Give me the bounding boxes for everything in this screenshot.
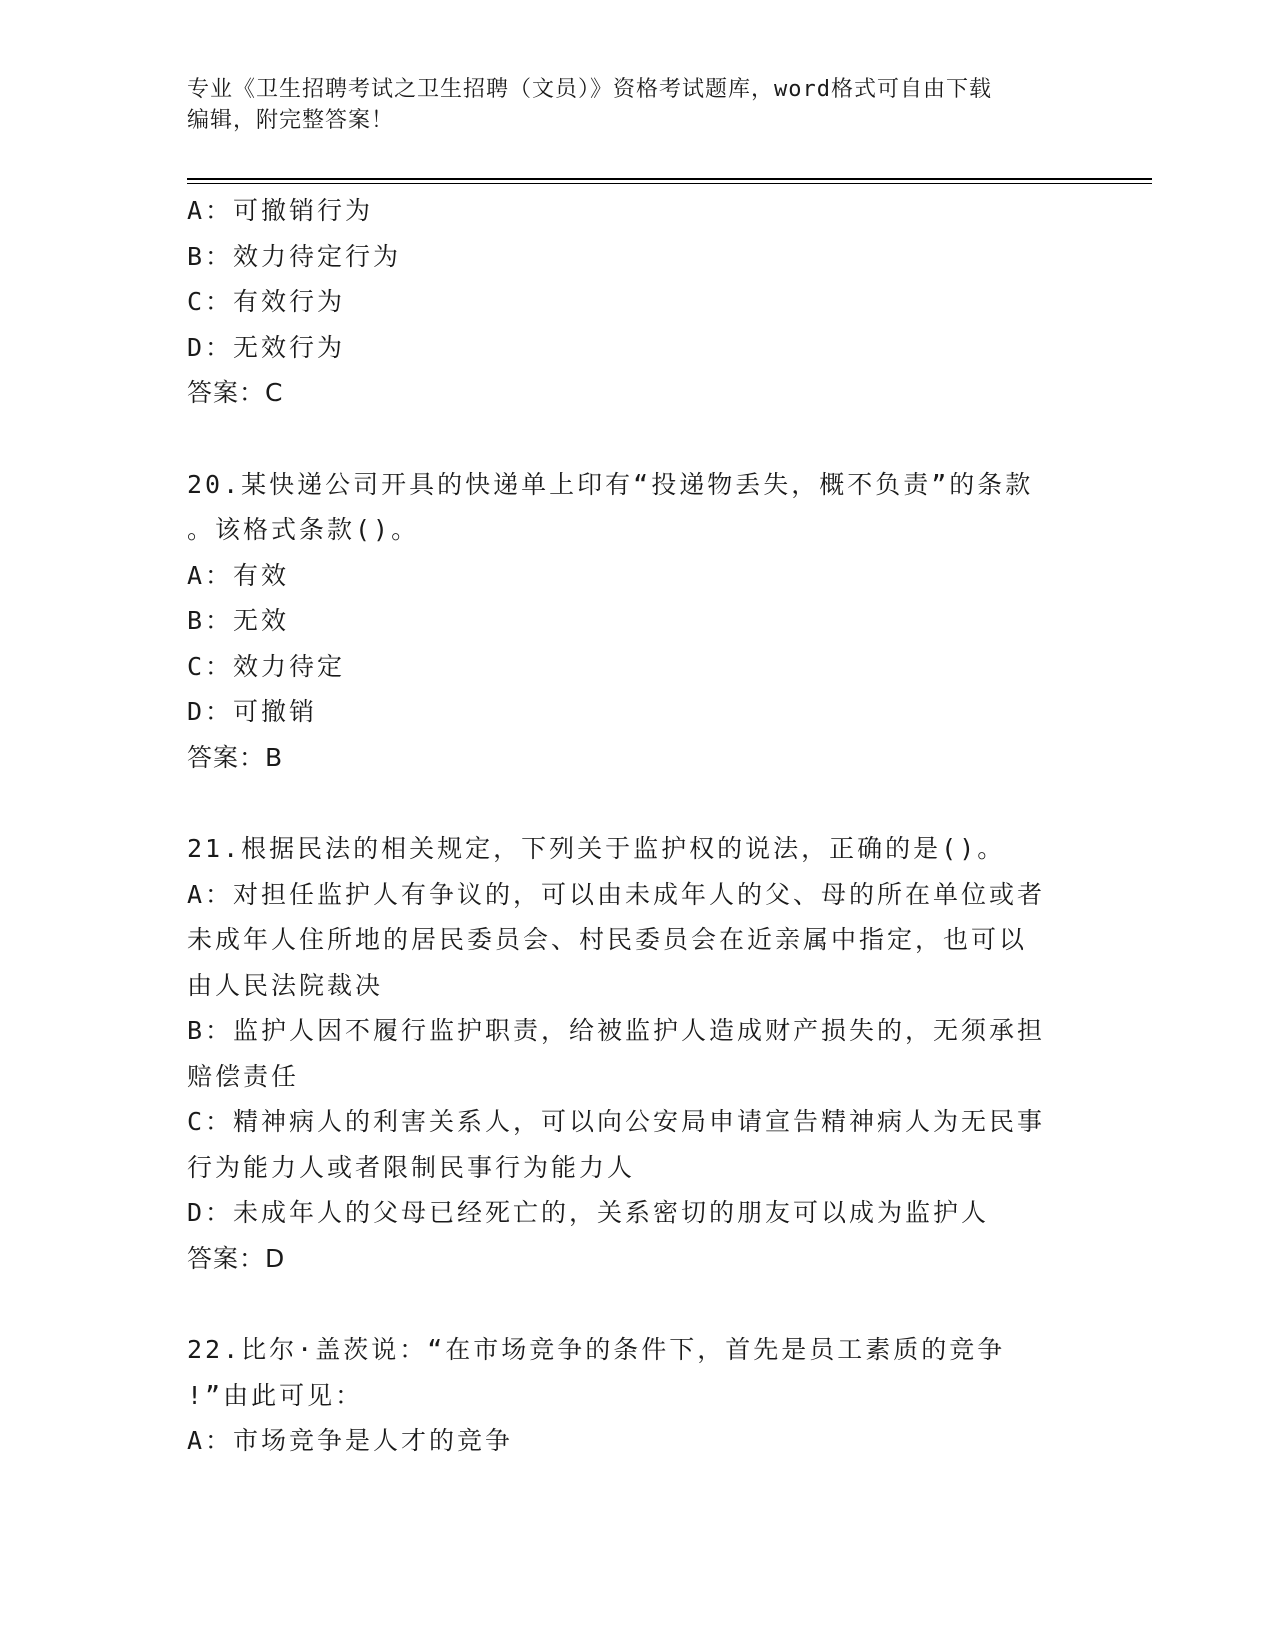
option-b-line-2: 赔偿责任: [187, 1061, 300, 1091]
option-c: C：有效行为: [187, 287, 346, 316]
question-stem-line-2: 。该格式条款()。: [187, 515, 420, 544]
option-a-line-1: A：对担任监护人有争议的，可以由未成年人的父、母的所在单位或者: [187, 879, 1046, 909]
header-divider-thick: [187, 178, 1152, 180]
option-c: C：效力待定: [187, 651, 346, 681]
option-d: D：可撤销: [187, 697, 318, 726]
header-line-2: 编辑，附完整答案！: [187, 108, 395, 133]
option-a: A：市场竞争是人才的竞争: [187, 1426, 514, 1455]
option-a-line-2: 未成年人住所地的居民委员会、村民委员会在近亲属中指定，也可以: [187, 925, 1028, 954]
spacer: [187, 416, 1077, 462]
option-a: A：有效: [187, 560, 290, 590]
document-header: [187, 74, 1087, 136]
option-a-line-3: 由人民法院裁决: [187, 970, 384, 1000]
option-d: D：无效行为: [187, 332, 346, 362]
question-stem-line-1: 20.某快递公司开具的快递单上印有“投递物丢失，概不负责”的条款: [187, 469, 1034, 499]
question-stem-line-1: 21.根据民法的相关规定，下列关于监护权的说法，正确的是()。: [187, 834, 1006, 863]
answer-line: 答案：B: [187, 742, 284, 772]
header-line-1: 专业《卫生招聘考试之卫生招聘（文员）》资格考试题库，word格式可自由下载: [187, 77, 992, 102]
option-b-line-1: B：监护人因不履行监护职责，给被监护人造成财产损失的，无须承担: [187, 1016, 1046, 1045]
question-21: [187, 826, 1077, 1281]
option-b: B：效力待定行为: [187, 241, 402, 271]
spacer: [187, 780, 1077, 826]
question-stem-line-2: !”由此可见：: [187, 1380, 364, 1410]
header-divider-thin: [187, 183, 1152, 184]
option-a: A：可撤销行为: [187, 196, 374, 225]
option-c-line-2: 行为能力人或者限制民事行为能力人: [187, 1152, 636, 1182]
question-stem-line-1: 22.比尔·盖茨说：“在市场竞争的条件下，首先是员工素质的竞争: [187, 1335, 1006, 1364]
answer-line: 答案：C: [187, 378, 284, 407]
option-c-line-1: C：精神病人的利害关系人，可以向公安局申请宣告精神病人为无民事: [187, 1107, 1046, 1136]
question-22: [187, 1327, 1077, 1464]
option-b: B：无效: [187, 606, 290, 635]
option-d: D：未成年人的父母已经死亡的，关系密切的朋友可以成为监护人: [187, 1198, 990, 1227]
question-content: [187, 188, 1077, 1464]
answer-line: 答案：D: [187, 1243, 286, 1273]
question-20: [187, 462, 1077, 781]
question-19-tail: [187, 188, 1077, 416]
spacer: [187, 1281, 1077, 1327]
